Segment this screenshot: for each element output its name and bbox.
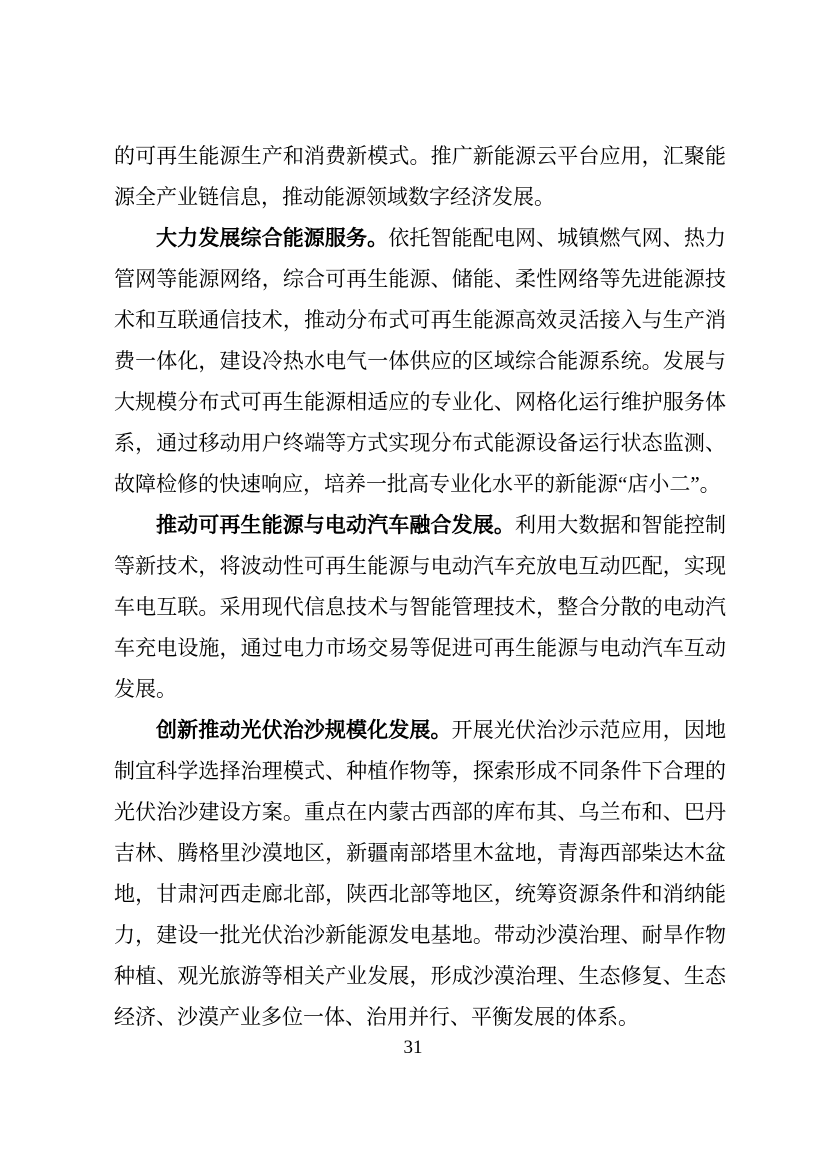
paragraph [114,218,726,505]
paragraph [114,710,726,1038]
paragraph-lead: 大力发展综合能源服务。 [156,226,389,250]
document-content [114,136,726,1038]
paragraph-lead: 推动可再生能源与电动汽车融合发展。 [156,513,515,537]
page-number: 31 [403,1037,423,1058]
paragraph-body: 依托智能配电网、城镇燃气网、热力管网等能源网络，综合可再生能源、储能、柔性网络等先进能源技术和互联通信技术，推动分布式可再生能源高效灵活接入与生产消费一体化，建设冷热水电气一体供应的区域综合能源系统。发展与大规模分布式可再生能源相适应的专业化、网格化运行维护服务体系，通过移动用户终端等方式实现分布式能源设备运行状态监测、故障检修的快速响应，培养一批高专业化水平的新能源“店小二”。 [114,226,727,496]
paragraph-body: 开展光伏治沙示范应用，因地制宜科学选择治理模式、种植作物等，探索形成不同条件下合理的光伏治沙建设方案。重点在内蒙古西部的库布其、乌兰布和、巴丹吉林、腾格里沙漠地区，新疆南部塔里木盆地，青海西部柴达木盆地，甘肃河西走廊北部，陕西北部等地区，统筹资源条件和消纳能力，建设一批光伏治沙新能源发电基地。带动沙漠治理、耐旱作物种植、观光旅游等相关产业发展，形成沙漠治理、生态修复、生态经济、沙漠产业多位一体、治用并行、平衡发展的体系。 [114,718,727,1029]
paragraph [114,136,726,218]
paragraph-lead: 创新推动光伏治沙规模化发展。 [156,718,452,742]
paragraph-body: 的可再生能源生产和消费新模式。推广新能源云平台应用，汇聚能源全产业链信息，推动能源领域数字经济发展。 [114,144,726,209]
paragraph [114,505,726,710]
paragraph-body: 利用大数据和智能控制等新技术，将波动性可再生能源与电动汽车充放电互动匹配，实现车电互联。采用现代信息技术与智能管理技术，整合分散的电动汽车充电设施，通过电力市场交易等促进可再生能源与电动汽车互动发展。 [114,513,727,701]
